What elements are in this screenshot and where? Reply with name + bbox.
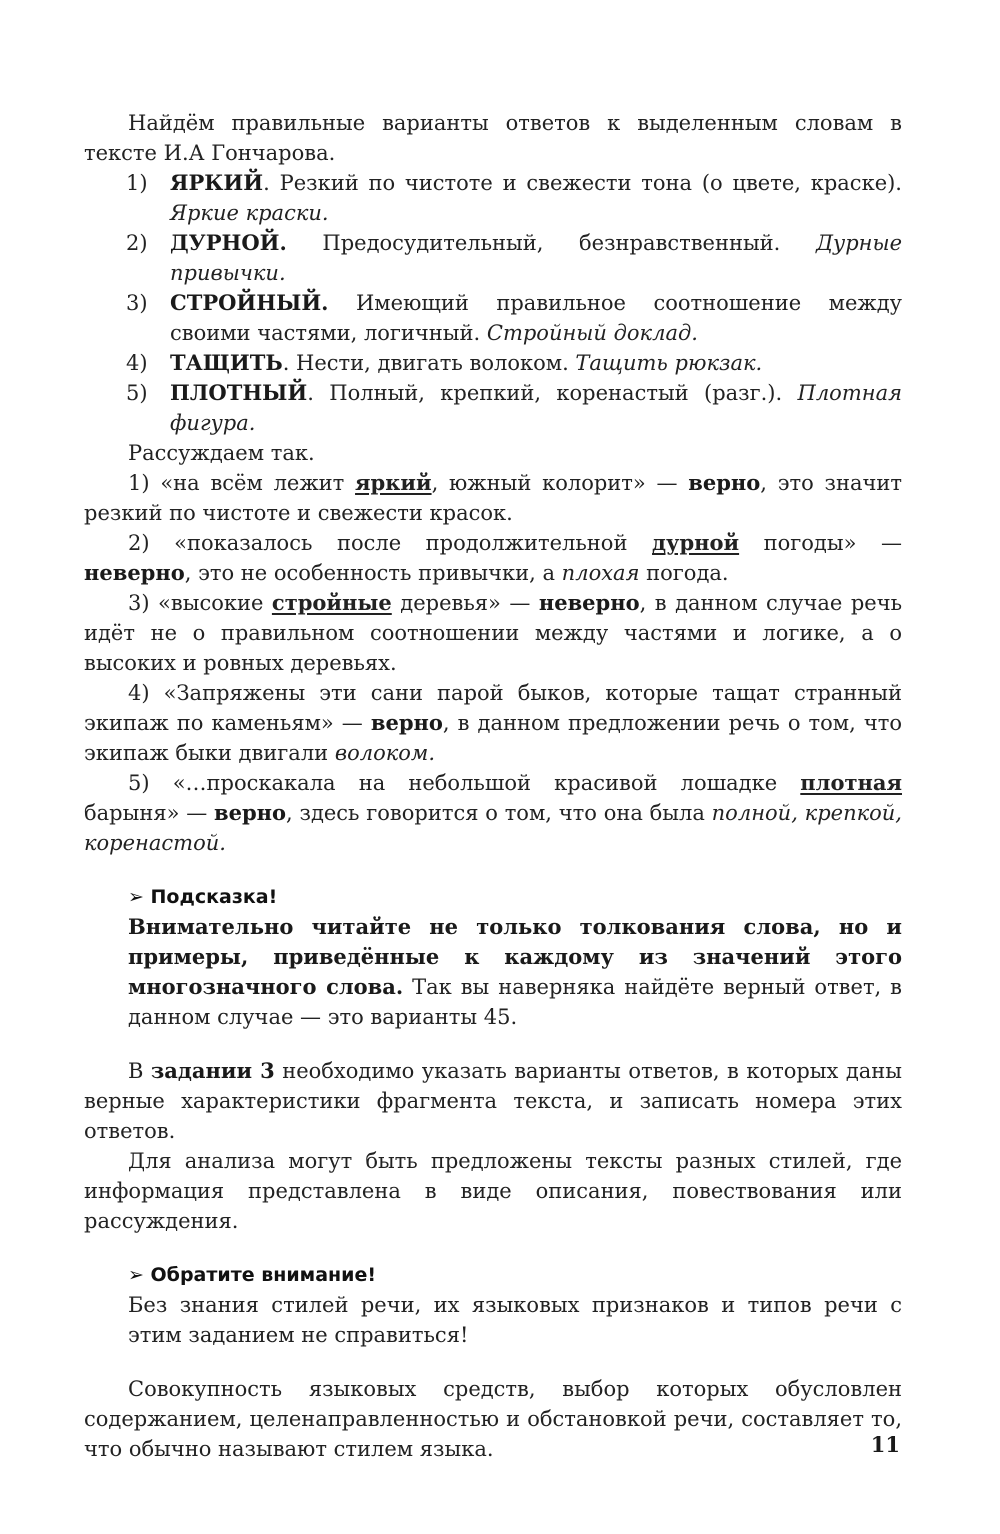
reasoning-item: 3) «высокие стройные деревья» — неверно, в данном случае речь идёт не о правильном соотношении между частями и логике, а о высоких и ровных деревьях. [84, 590, 903, 675]
hint-title: ➢ Подсказка! [128, 886, 278, 908]
reasoning-intro: Рассуждаем так. [128, 441, 315, 465]
definition-item: 3) СТРОЙНЫЙ. Имеющий правильное соотношение между своими частями, логичный. Стройный доклад. [126, 290, 902, 345]
reasoning-item: 2) «показалось после продолжительной дурной погоды» — неверно, это не особенность привычки, а плохая погода. [84, 530, 902, 585]
attention-box [128, 1260, 902, 1350]
reasoning-item: 1) «на всём лежит яркий, южный колорит» — верно, это значит резкий по чистоте и свежести красок. [84, 470, 902, 525]
definition-item: 4) ТАЩИТЬ. Нести, двигать волоком. Тащить рюкзак. [126, 350, 763, 375]
task3-paragraph: В задании 3 необходимо указать варианты ответов, в которых даны верные характеристики фрагмента текста, и записать номера этих ответов. [84, 1058, 902, 1143]
definition-item: 5) ПЛОТНЫЙ. Полный, крепкий, коренастый (разг.). Плотная фигура. [126, 380, 902, 435]
analysis-paragraph: Для анализа могут быть предложены тексты разных стилей, где информация представлена в виде описания, повествования или рассуждения. [84, 1149, 902, 1233]
hint-box [128, 882, 902, 1032]
page-number: 11 [870, 1432, 900, 1457]
closing-paragraph: Совокупность языковых средств, выбор которых обусловлен содержанием, целенаправленностью и обстановкой речи, составляет то, что обычно называют стилем языка. [84, 1377, 902, 1461]
page-content [84, 108, 902, 1464]
reasoning-item: 4) «Запряжены эти сани парой быков, которые тащат странный экипаж по каменьям» — верно, в данном предложении речь о том, что экипаж быки двигали волоком. [84, 681, 902, 765]
reasoning-item: 5) «…проскакала на небольшой красивой лошадке плотная барыня» — верно, здесь говорится о том, что она была полной, крепкой, коренастой. [84, 770, 902, 855]
definition-item: 2) ДУРНОЙ. Предосудительный, безнравственный. Дурные привычки. [126, 230, 902, 285]
attention-text: Без знания стилей речи, их языковых признаков и типов речи с этим заданием не справиться! [128, 1293, 902, 1347]
attention-title: ➢ Обратите внимание! [128, 1264, 377, 1286]
hint-text: Внимательно читайте не только толкования слова, но и примеры, приведённые к каждому из значений этого многозначного слова. Так вы наверняка найдёте верный ответ, в данном случае — это варианты 45. [128, 914, 902, 1029]
intro-paragraph: Найдём правильные варианты ответов к выделенным словам в тексте И.А Гончарова. [84, 111, 902, 165]
definition-item: 1) ЯРКИЙ. Резкий по чистоте и свежести тона (о цвете, краске). Яркие краски. [126, 170, 902, 225]
definitions-list [84, 168, 902, 438]
